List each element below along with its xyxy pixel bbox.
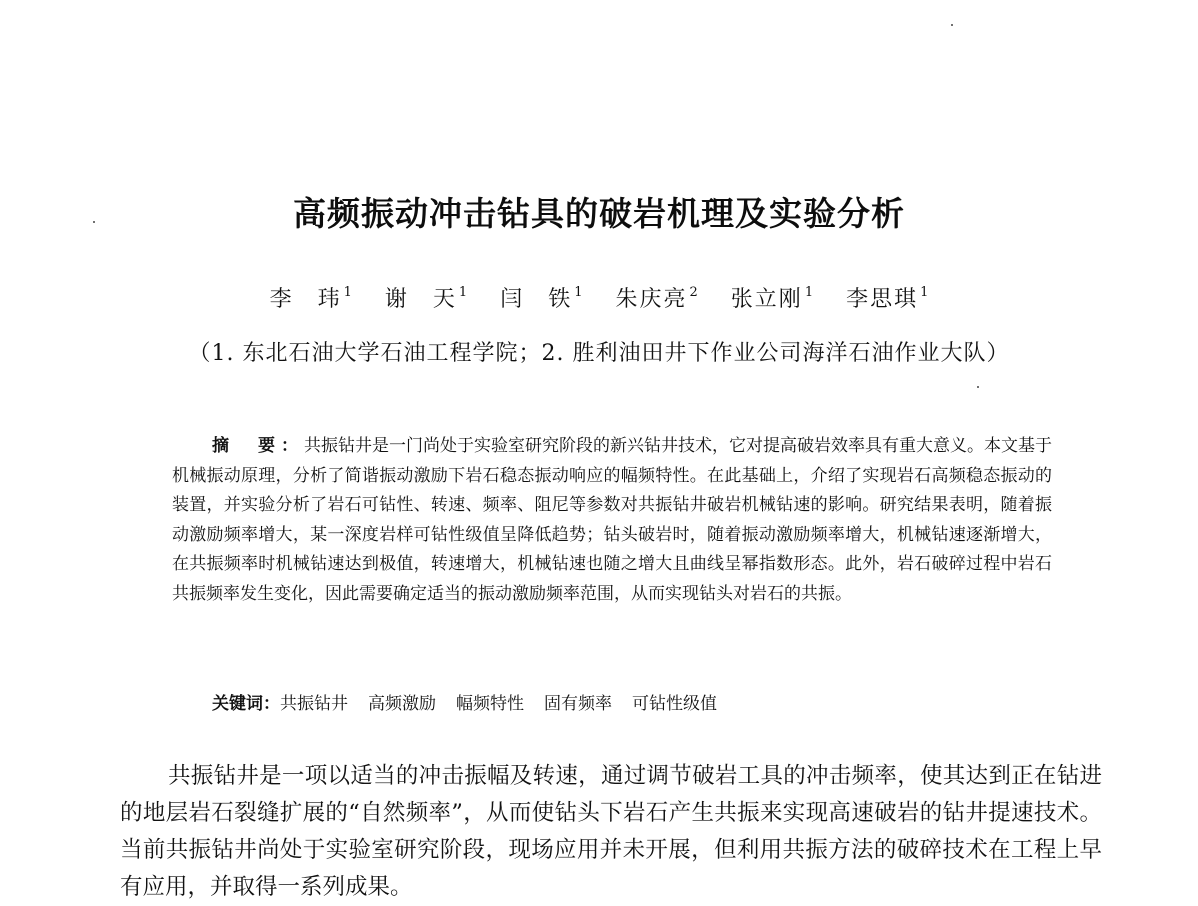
author-name: 谢 天 (384, 287, 457, 312)
author-name: 朱庆亮 (615, 287, 688, 312)
author (846, 282, 928, 313)
scan-speck (951, 24, 953, 26)
author (270, 282, 352, 313)
affiliation-line: （1. 东北石油大学石油工程学院；2. 胜利油田井下作业公司海洋石油作业大队） (188, 341, 1010, 366)
keywords (212, 690, 1072, 719)
author-name: 李思琪 (846, 287, 919, 312)
keyword: 高频激励 (368, 694, 436, 714)
author-name: 闫 铁 (500, 287, 573, 312)
body-paragraph: 共振钻井是一项以适当的冲击振幅及转速，通过调节破岩工具的冲击频率，使其达到正在钻进的地层岩石裂缝扩展的“自然频率”，从而使钻头下岩石产生共振来实现高速破岩的钻井提速技术。当前共振钻井尚处于实验室研究阶段，现场应用并未开展，但利用共振方法的破碎技术在工程上早有应用，并取得一系列成果。 (120, 763, 1102, 900)
abstract-text: 共振钻井是一门尚处于实验室研究阶段的新兴钻井技术，它对提高破岩效率具有重大意义。本文基于机械振动原理，分析了简谐振动激励下岩石稳态振动响应的幅频特性。在此基础上，介绍了实现岩石高频稳态振动的装置，并实验分析了岩石可钻性、转速、频率、阻尼等参数对共振钻井破岩机械钻速的影响。研究结果表明，随着振动激励频率增大，某一深度岩样可钻性级值呈降低趋势；钻头破岩时，随着振动激励频率增大，机械钻速逐渐增大，在共振频率时机械钻速达到极值，转速增大，机械钻速也随之增大且曲线呈幂指数形态。此外，岩石破碎过程中岩石共振频率发生变化，因此需要确定适当的振动激励频率范围，从而实现钻头对岩石的共振。 (172, 436, 1052, 604)
keyword: 共振钻井 (280, 694, 348, 714)
author (385, 282, 467, 313)
scan-speck (977, 386, 979, 388)
author (616, 282, 698, 313)
keywords-label: 关键词： (212, 694, 280, 714)
keyword: 幅频特性 (456, 694, 524, 714)
keyword: 固有频率 (544, 694, 612, 714)
author-affiliation-mark: 1 (343, 285, 352, 300)
author-affiliation-mark: 1 (804, 285, 814, 300)
author-name: 李 玮 (269, 287, 342, 312)
author-name: 张立刚 (730, 287, 803, 312)
abstract-label: 摘 要： (212, 436, 304, 456)
author (500, 282, 582, 313)
author-list (0, 282, 1198, 313)
keyword: 可钻性级值 (632, 694, 717, 714)
abstract (172, 432, 1052, 609)
author-affiliation-mark: 1 (458, 285, 468, 300)
paper-title: 高频振动冲击钻具的破岩机理及实验分析 (293, 194, 905, 233)
author (731, 282, 813, 313)
author-affiliation-mark: 1 (920, 285, 929, 300)
author-affiliation-mark: 2 (689, 285, 698, 300)
author-affiliation-mark: 1 (574, 285, 583, 300)
